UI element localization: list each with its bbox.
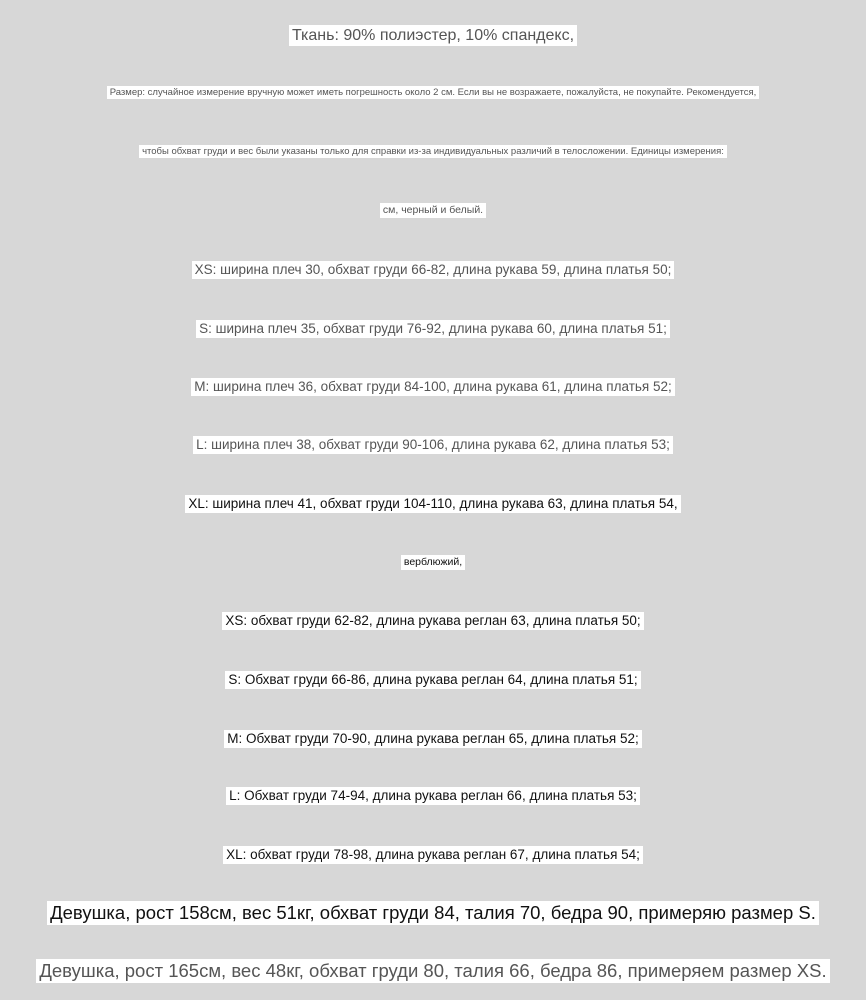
size-m-line-1: M: ширина плеч 36, обхват груди 84-100, длина рукава 61, длина платья 52; [0, 378, 866, 396]
size-xs-line-1: XS: ширина плеч 30, обхват груди 66-82, длина рукава 59, длина платья 50; [0, 261, 866, 279]
model-line-1: Девушка, рост 158см, вес 51кг, обхват груди 84, талия 70, бедра 90, примеряю размер S. [0, 901, 866, 925]
size-note-line-1: Размер: случайное измерение вручную может иметь погрешность около 2 см. Если вы не возражаете, пожалуйста, не покупайте. Рекомендуется, [0, 86, 866, 99]
color-line-1: см, черный и белый. [0, 203, 866, 218]
fabric-line: Ткань: 90% полиэстер, 10% спандекс, [0, 25, 866, 46]
size-xl-line-2: XL: обхват груди 78-98, длина рукава реглан 67, длина платья 54; [0, 846, 866, 864]
size-note-line-2: чтобы обхват груди и вес были указаны только для справки из-за индивидуальных различий в телосложении. Единицы измерения: [0, 145, 866, 158]
model-line-2: Девушка, рост 165см, вес 48кг, обхват груди 80, талия 66, бедра 86, примеряем размер XS. [0, 959, 866, 983]
size-s-line-2: S: Обхват груди 66-86, длина рукава реглан 64, длина платья 51; [0, 671, 866, 689]
size-xs-line-2: XS: обхват груди 62-82, длина рукава реглан 63, длина платья 50; [0, 612, 866, 630]
size-s-line-1: S: ширина плеч 35, обхват груди 76-92, длина рукава 60, длина платья 51; [0, 320, 866, 338]
color-line-2: верблюжий, [0, 555, 866, 570]
size-m-line-2: M: Обхват груди 70-90, длина рукава реглан 65, длина платья 52; [0, 730, 866, 748]
size-l-line-1: L: ширина плеч 38, обхват груди 90-106, длина рукава 62, длина платья 53; [0, 436, 866, 454]
size-l-line-2: L: Обхват груди 74-94, длина рукава реглан 66, длина платья 53; [0, 787, 866, 805]
size-xl-line-1: XL: ширина плеч 41, обхват груди 104-110, длина рукава 63, длина платья 54, [0, 495, 866, 513]
